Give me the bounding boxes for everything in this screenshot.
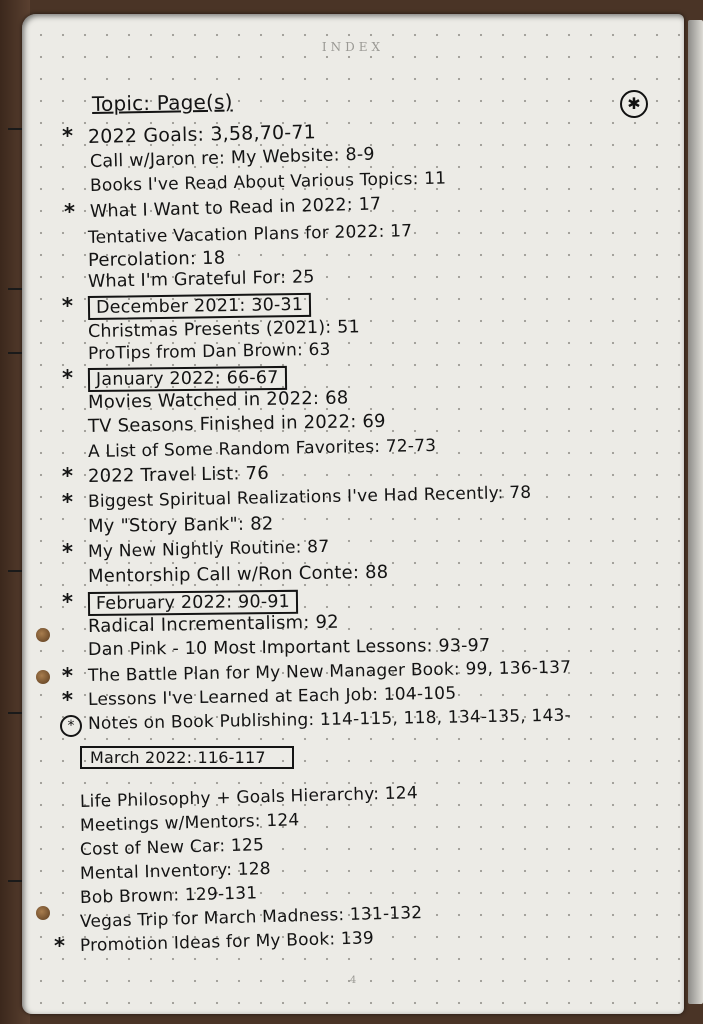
index-entry: Books I've Read About Various Topics: 11 bbox=[89, 168, 447, 196]
binder-tick bbox=[8, 128, 22, 130]
binder-tick bbox=[8, 570, 22, 572]
index-month-entry: February 2022: 90-91 bbox=[88, 590, 298, 616]
notebook-page bbox=[22, 14, 684, 1014]
index-month-entry: December 2021: 30-31 bbox=[88, 293, 311, 320]
asterisk-icon: * bbox=[62, 540, 73, 564]
asterisk-icon: * bbox=[64, 200, 75, 224]
index-entry: The Battle Plan for My New Manager Book: 99, 136-137 bbox=[87, 657, 572, 686]
binder-tick bbox=[8, 712, 22, 714]
index-entry: Bob Brown: 129-131 bbox=[79, 883, 258, 908]
index-month-entry: January 2022: 66-67 bbox=[88, 366, 287, 392]
index-entry: Life Philosophy + Goals Hierarchy: 124 bbox=[79, 783, 419, 812]
index-entry: Movies Watched in 2022: 68 bbox=[87, 387, 349, 413]
asterisk-icon: * bbox=[62, 590, 73, 614]
index-entry: ProTips from Dan Brown: 63 bbox=[87, 339, 331, 364]
index-entry: Vegas Trip for March Madness: 131-132 bbox=[79, 903, 423, 932]
index-entry: Percolation: 18 bbox=[87, 247, 226, 271]
index-entry: What I Want to Read in 2022: 17 bbox=[89, 194, 382, 222]
index-entry: Lessons I've Learned at Each Job: 104-105 bbox=[87, 683, 457, 710]
index-entry: What I'm Grateful For: 25 bbox=[87, 267, 315, 292]
index-entry: Call w/Jaron re: My Website: 8-9 bbox=[89, 144, 375, 172]
asterisk-icon: * bbox=[62, 490, 73, 514]
index-entry: TV Seasons Finished in 2022: 69 bbox=[87, 410, 386, 437]
asterisk-icon: * bbox=[62, 688, 73, 712]
index-entry: 2022 Travel List: 76 bbox=[87, 462, 270, 487]
index-entry: Tentative Vacation Plans for 2022: 17 bbox=[87, 221, 413, 248]
index-month-entry: March 2022: 116-117 bbox=[80, 746, 294, 769]
next-page-edge bbox=[688, 20, 703, 1004]
index-entry: My "Story Bank": 82 bbox=[87, 513, 274, 537]
index-entry: Radical Incrementalism: 92 bbox=[87, 611, 339, 637]
punch-hole bbox=[36, 906, 50, 920]
asterisk-icon: * bbox=[62, 366, 73, 390]
circled-star-icon: ✱ bbox=[620, 90, 648, 118]
index-entry: Mentorship Call w/Ron Conte: 88 bbox=[87, 561, 389, 587]
index-entry: Meetings w/Mentors: 124 bbox=[79, 810, 300, 836]
index-entry: 2022 Goals: 3,58,70-71 bbox=[87, 121, 317, 148]
circled-asterisk-icon: * bbox=[60, 715, 82, 737]
punch-hole bbox=[36, 628, 50, 642]
asterisk-icon: * bbox=[62, 124, 73, 148]
asterisk-icon: * bbox=[54, 934, 65, 958]
index-entry: Dan Pink - 10 Most Important Lessons: 93-97 bbox=[87, 635, 491, 660]
asterisk-icon: * bbox=[62, 664, 73, 688]
index-entry: My New Nightly Routine: 87 bbox=[87, 536, 330, 562]
binder-tick bbox=[8, 352, 22, 354]
page-number: 4 bbox=[349, 975, 357, 986]
punch-hole bbox=[36, 670, 50, 684]
index-entry: Promotion Ideas for My Book: 139 bbox=[79, 928, 375, 956]
binder-tick bbox=[8, 288, 22, 290]
index-entry: A List of Some Random Favorites: 72-73 bbox=[87, 435, 437, 462]
index-heading: Topic: Page(s) bbox=[91, 89, 233, 116]
index-entry: Notes on Book Publishing: 114-115, 118, 134-135, 143- bbox=[87, 705, 572, 734]
index-entry: Cost of New Car: 125 bbox=[79, 835, 265, 860]
binder-tick bbox=[8, 880, 22, 882]
asterisk-icon: * bbox=[62, 294, 73, 318]
index-entry: Biggest Spiritual Realizations I've Had Recently: 78 bbox=[87, 482, 532, 512]
index-entry: Mental Inventory: 128 bbox=[79, 859, 272, 884]
index-entry: Christmas Presents (2021): 51 bbox=[87, 317, 360, 342]
page-header: INDEX bbox=[321, 40, 385, 54]
asterisk-icon: * bbox=[62, 464, 73, 488]
